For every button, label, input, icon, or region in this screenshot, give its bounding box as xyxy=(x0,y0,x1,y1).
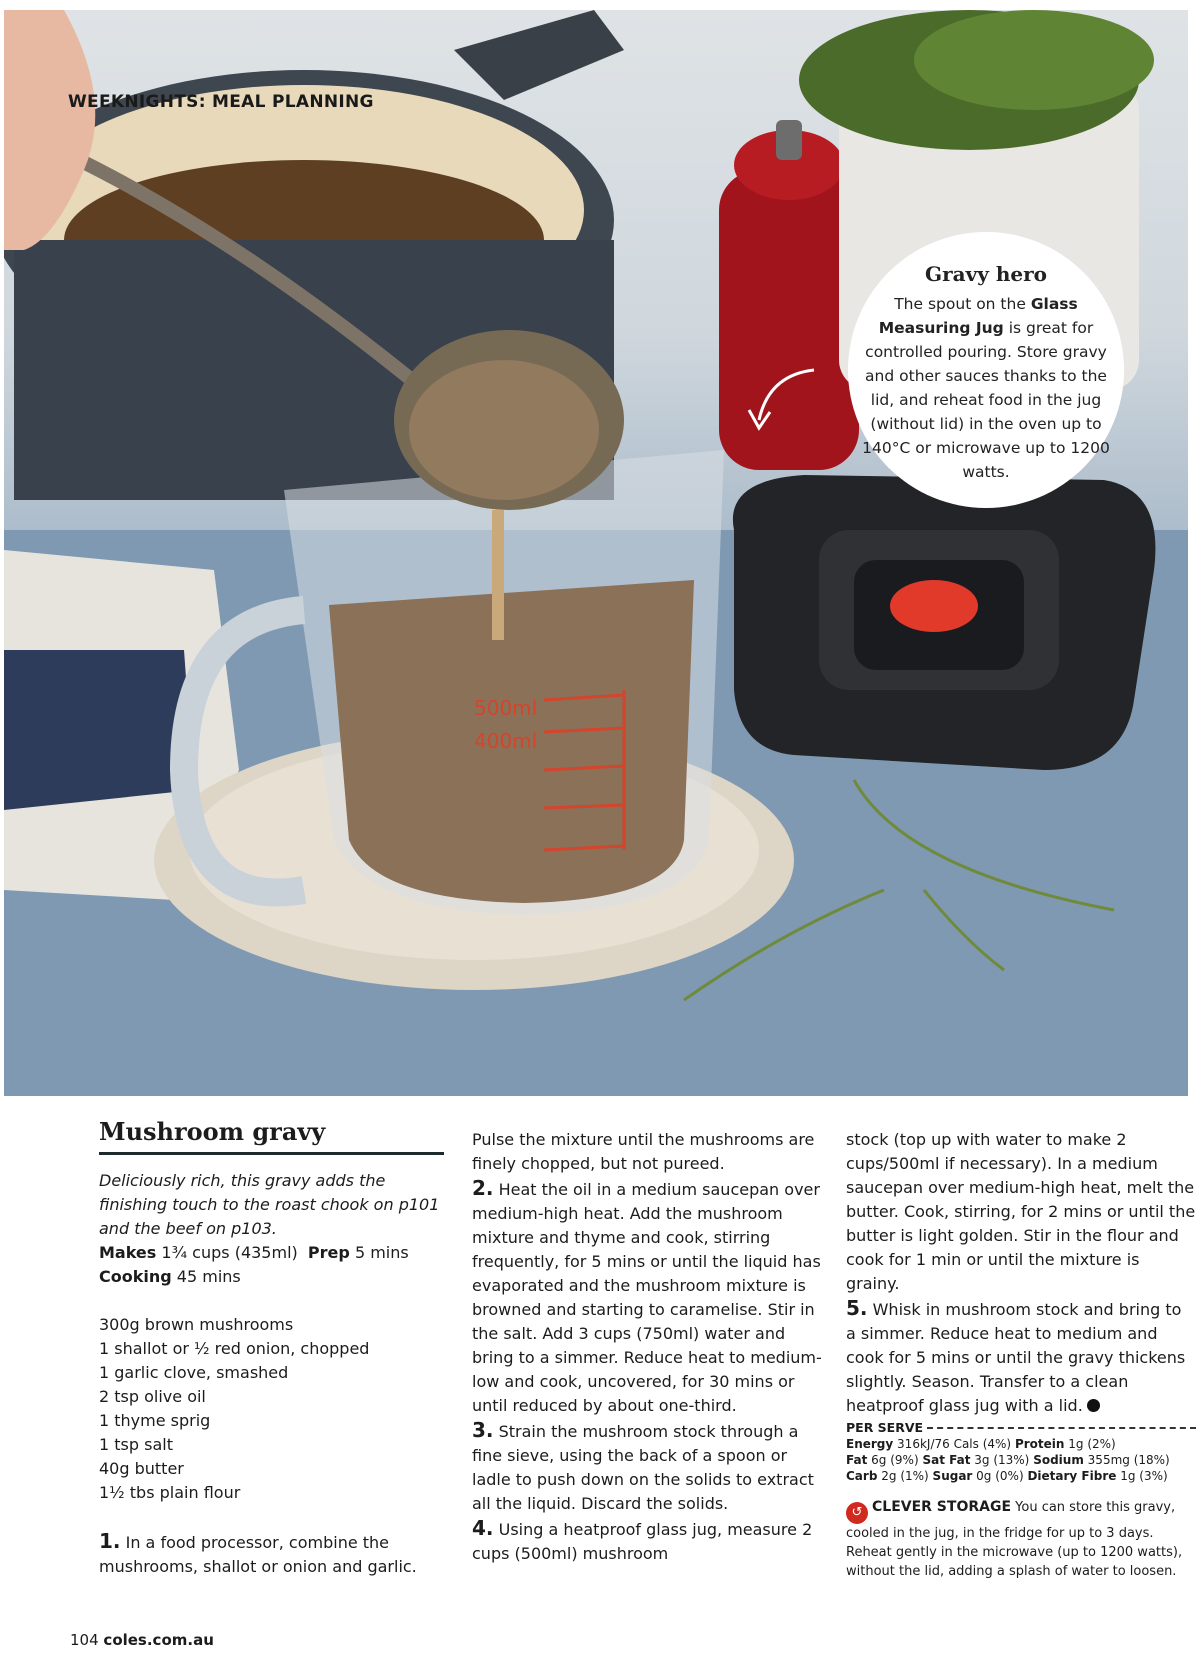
clever-storage-tip xyxy=(846,1498,1196,1581)
mark-500ml: 500ml xyxy=(474,696,538,720)
callout-body: The spout on the Glass Measuring Jug is great for controlled pouring. Store gravy and other sauces thanks to the lid, and reheat food in the jug (without lid) in the oven up to 140°C or microwave up to 1200 watts. xyxy=(862,295,1110,481)
ingredient-item: 1 thyme sprig xyxy=(99,1411,211,1430)
page-number: 104 xyxy=(70,1631,99,1649)
tip-heading: CLEVER STORAGE xyxy=(872,1499,1012,1515)
method-step-1-continued: Pulse the mixture until the mushrooms are finely chopped, but not pureed. xyxy=(472,1130,815,1173)
method-step-2: 2. Heat the oil in a medium saucepan over medium-high heat. Add the mushroom mixture and thyme and cook, stirring frequently, for 5 mins or until the liquid has evaporated and the mushroom mixture is browned and starting to caramelise. Stir in the salt. Add 3 cups (750ml) water and bring to a simmer. Reduce heat to medium-low and cook, uncovered, for 30 mins or until reduced by about one-third. xyxy=(472,1176,822,1415)
product-name: Glass Measuring Jug xyxy=(878,295,1078,337)
page-footer xyxy=(70,1631,214,1649)
per-serve-heading: PER SERVE xyxy=(846,1420,924,1435)
nutrition-line-2: Fat 6g (9%) Sat Fat 3g (13%) Sodium 355mg (18%) xyxy=(846,1453,1170,1467)
title-rule xyxy=(99,1152,444,1155)
method-step-4-continued: stock (top up with water to make 2 cups/500ml if necessary). In a medium saucepan over medium-high heat, melt the butter. Cook, stirring, for 2 mins or until the butter is light golden. Stir in the flour and cook for 1 min or until the mixture is grainy. xyxy=(846,1130,1196,1293)
ingredient-item: 1 shallot or ½ red onion, chopped xyxy=(99,1339,370,1358)
dashed-divider xyxy=(927,1427,1196,1429)
tip-text: You can store this gravy, cooled in the jug, in the fridge for up to 3 days. Reheat gently in the microwave (up to 1200 watts), without the lid, adding a splash of water to loosen. xyxy=(846,1500,1183,1579)
method-step-3: 3. Strain the mushroom stock through a fine sieve, using the back of a spoon or ladle to push down on the solids to extract all the liquid. Discard the solids. xyxy=(472,1418,814,1513)
cooking-label: Cooking xyxy=(99,1267,172,1286)
nutrition-line-3: Carb 2g (1%) Sugar 0g (0%) Dietary Fibre 1g (3%) xyxy=(846,1469,1168,1483)
callout-title: Gravy hero xyxy=(925,262,1047,286)
storage-icon: ↺ xyxy=(846,1502,868,1524)
ingredient-item: 1 garlic clove, smashed xyxy=(99,1363,289,1382)
tea-towel-stripe xyxy=(4,650,194,810)
ingredient-item: 2 tsp olive oil xyxy=(99,1387,206,1406)
ingredient-item: 1½ tbs plain flour xyxy=(99,1483,241,1502)
hero-photo xyxy=(4,10,1188,1096)
section-label: WEEKNIGHTS: MEAL PLANNING xyxy=(68,92,374,112)
pepper-grinder xyxy=(719,170,859,470)
method-step-1: 1. In a food processor, combine the mushrooms, shallot or onion and garlic. xyxy=(99,1529,417,1576)
site-link[interactable]: coles.com.au xyxy=(103,1631,214,1649)
end-mark-icon xyxy=(1087,1399,1100,1412)
ingredient-item: 40g butter xyxy=(99,1459,184,1478)
cooking-value: 45 mins xyxy=(176,1267,241,1286)
ingredient-item: 300g brown mushrooms xyxy=(99,1315,294,1334)
gravy-pour xyxy=(492,510,504,640)
mark-400ml: 400ml xyxy=(474,729,538,753)
ingredient-list xyxy=(99,1313,444,1505)
prep-value: 5 mins xyxy=(354,1243,409,1262)
gravy-hero-callout xyxy=(848,232,1124,508)
prep-label: Prep xyxy=(307,1243,350,1262)
per-serve-nutrition xyxy=(846,1420,1196,1484)
saucepan-handle xyxy=(454,10,624,100)
recipe-title: Mushroom gravy xyxy=(99,1117,326,1146)
nutrition-line-1: Energy 316kJ/76 Cals (4%) Protein 1g (2%) xyxy=(846,1437,1116,1451)
recipe-intro: Deliciously rich, this gravy adds the finishing touch to the roast chook on p101 and the beef on p103. xyxy=(99,1171,440,1238)
column-2 xyxy=(472,1128,822,1566)
makes-value: 1¾ cups (435ml) xyxy=(161,1243,298,1262)
recipe-meta xyxy=(99,1241,444,1289)
makes-label: Makes xyxy=(99,1243,157,1262)
column-3 xyxy=(846,1128,1196,1581)
column-1 xyxy=(99,1117,444,1579)
method-step-4: 4. Using a heatproof glass jug, measure 2 cups (500ml) mushroom xyxy=(472,1516,813,1563)
ingredient-item: 1 tsp salt xyxy=(99,1435,173,1454)
lid-valve xyxy=(890,580,978,632)
photo-illustration xyxy=(4,10,1188,1096)
method-step-5: 5. Whisk in mushroom stock and bring to a simmer. Reduce heat to medium and cook for 5 mins or until the gravy thickens slightly. Season. Transfer to a clean heatproof glass jug with a lid. xyxy=(846,1296,1186,1415)
